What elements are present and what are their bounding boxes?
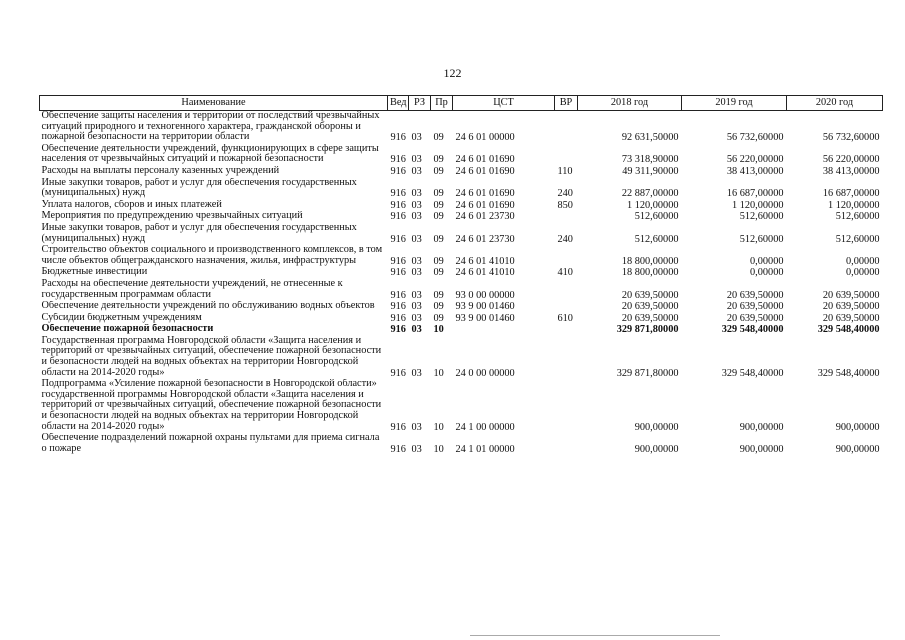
row-value-2019: 56 732,60000 (726, 132, 784, 144)
row-pr: 09 (433, 301, 444, 313)
row-rz: 03 (411, 443, 422, 455)
row-name: Расходы на выплаты персоналу казенных учреждений (41, 165, 280, 176)
row-value-2020: 38 413,00000 (822, 165, 880, 177)
row-value-2020: 56 220,00000 (822, 154, 880, 166)
row-value-2018: 512,60000 (634, 233, 679, 245)
row-vr (555, 211, 578, 223)
row-name: Подпрограмма «Усиление пожарной безопасности в Новгородской области» государственной программы Новгородской области «Защита населения и территорий от чрезвычайных ситуаций, обеспечение пожарной безопасности и безопасности людей на водных объектах на территории Новгородской области на 2014-2020 годы» (41, 379, 382, 432)
row-value-2019: 512,60000 (739, 211, 784, 223)
row-value-2019: 329 548,40000 (721, 324, 784, 336)
row-ved: 916 (390, 132, 406, 144)
table-row (40, 200, 883, 212)
footer-divider (470, 635, 720, 636)
row-value-2019: 329 548,40000 (721, 367, 784, 379)
row-name: Строительство объектов социального и производственного комплексов, в том числе объектов общегражданского назначения, жилья, инфраструктуры (41, 245, 383, 266)
table-row (40, 313, 883, 325)
row-cst: 24 6 01 01690 (455, 165, 515, 177)
row-vr (555, 144, 578, 166)
row-rz: 03 (411, 165, 422, 177)
table-body (40, 111, 883, 456)
row-value-2020: 20 639,50000 (822, 289, 880, 301)
row-value-2019: 16 687,00000 (726, 188, 784, 200)
row-name: Мероприятия по предупреждению чрезвычайных ситуаций (41, 211, 303, 222)
row-rz: 03 (411, 211, 422, 223)
table-row (40, 279, 883, 301)
row-vr: 240 (557, 188, 573, 200)
row-value-2020: 900,00000 (835, 443, 880, 455)
row-pr: 09 (433, 188, 444, 200)
row-cst: 24 6 01 01690 (455, 154, 515, 166)
table-row (40, 211, 883, 223)
row-vr (555, 111, 578, 144)
row-value-2020: 329 548,40000 (817, 324, 880, 336)
col-header-cst: ЦСТ (453, 96, 555, 111)
row-ved: 916 (390, 211, 406, 223)
row-vr (555, 279, 578, 301)
row-cst: 93 9 00 01460 (455, 301, 515, 313)
row-value-2020: 900,00000 (835, 421, 880, 433)
row-vr (555, 301, 578, 313)
row-vr (555, 324, 578, 336)
row-vr (555, 379, 578, 433)
row-value-2020: 329 548,40000 (817, 367, 880, 379)
row-cst: 24 6 01 23730 (455, 233, 515, 245)
row-name: Бюджетные инвестиции (41, 267, 148, 278)
row-rz: 03 (411, 267, 422, 279)
row-pr: 09 (433, 132, 444, 144)
row-ved: 916 (390, 289, 406, 301)
col-header-2019: 2019 год (682, 96, 787, 111)
row-name: Уплата налогов, сборов и иных платежей (41, 199, 222, 210)
row-value-2018: 20 639,50000 (621, 312, 679, 324)
row-value-2019: 38 413,00000 (726, 165, 784, 177)
row-value-2020: 1 120,00000 (828, 199, 880, 211)
row-pr: 09 (433, 165, 444, 177)
row-ved: 916 (390, 233, 406, 245)
row-ved: 916 (390, 255, 406, 267)
row-name: Иные закупки товаров, работ и услуг для обеспечения государственных (муниципальных) нужд (41, 177, 357, 199)
row-name: Обеспечение защиты населения и территории от последствий чрезвычайных ситуаций природного и техногенного характера, гражданской обороны и пожарной безопасности на территории области (41, 110, 380, 143)
budget-table (39, 95, 883, 455)
row-ved: 916 (390, 312, 406, 324)
row-value-2018: 73 318,90000 (621, 154, 679, 166)
row-value-2019: 900,00000 (739, 421, 784, 433)
row-value-2018: 1 120,00000 (627, 199, 679, 211)
row-value-2020: 0,00000 (846, 267, 880, 279)
row-pr: 09 (433, 211, 444, 223)
row-ved: 916 (390, 199, 406, 211)
row-value-2018: 20 639,50000 (621, 289, 679, 301)
row-pr: 09 (433, 289, 444, 301)
table-row (40, 379, 883, 433)
col-header-pr: Пр (431, 96, 453, 111)
row-rz: 03 (411, 233, 422, 245)
row-pr: 09 (433, 154, 444, 166)
row-value-2020: 16 687,00000 (822, 188, 880, 200)
table-row (40, 267, 883, 279)
row-cst: 24 6 01 00000 (455, 132, 515, 144)
table-header-row (40, 96, 883, 111)
row-value-2019: 900,00000 (739, 443, 784, 455)
col-header-name: Наименование (40, 96, 388, 111)
row-vr: 850 (557, 199, 573, 211)
row-value-2019: 20 639,50000 (726, 301, 784, 313)
row-vr: 240 (557, 233, 573, 245)
row-cst: 93 0 00 00000 (455, 289, 515, 301)
row-value-2019: 56 220,00000 (726, 154, 784, 166)
row-value-2018: 22 887,00000 (621, 188, 679, 200)
table-row (40, 301, 883, 313)
row-ved: 916 (390, 421, 406, 433)
row-ved: 916 (390, 324, 406, 336)
row-ved: 916 (390, 301, 406, 313)
row-cst: 93 9 00 01460 (455, 312, 515, 324)
row-name: Иные закупки товаров, работ и услуг для обеспечения государственных (муниципальных) нужд (41, 222, 357, 244)
row-value-2020: 20 639,50000 (822, 301, 880, 313)
row-name: Расходы на обеспечение деятельности учреждений, не отнесенные к государственным программам области (41, 278, 343, 300)
table-row (40, 433, 883, 455)
row-rz: 03 (411, 312, 422, 324)
table-row (40, 336, 883, 379)
col-header-rz: РЗ (409, 96, 431, 111)
row-rz: 03 (411, 188, 422, 200)
row-pr: 10 (433, 443, 444, 455)
row-ved: 916 (390, 267, 406, 279)
row-vr: 410 (557, 267, 573, 279)
row-name: Обеспечение пожарной безопасности (41, 324, 214, 335)
row-name: Субсидии бюджетным учреждениям (41, 312, 202, 323)
row-value-2020: 0,00000 (846, 255, 880, 267)
table-row (40, 144, 883, 166)
row-value-2020: 512,60000 (835, 233, 880, 245)
row-ved: 916 (390, 165, 406, 177)
row-rz: 03 (411, 199, 422, 211)
row-rz: 03 (411, 367, 422, 379)
row-cst: 24 6 01 41010 (455, 255, 515, 267)
row-name: Обеспечение подразделений пожарной охраны пультами для приема сигнала о пожаре (41, 433, 380, 454)
row-vr (555, 336, 578, 379)
row-rz: 03 (411, 154, 422, 166)
row-value-2018: 900,00000 (634, 443, 679, 455)
row-cst (453, 324, 555, 336)
col-header-2020: 2020 год (787, 96, 883, 111)
row-name: Обеспечение деятельности учреждений, функционирующих в сфере защиты населения от чрезвычайных ситуаций и пожарной безопасности (41, 143, 379, 165)
row-value-2019: 1 120,00000 (732, 199, 784, 211)
row-cst: 24 6 01 01690 (455, 199, 515, 211)
row-value-2019: 20 639,50000 (726, 312, 784, 324)
col-header-2018: 2018 год (578, 96, 682, 111)
col-header-ved: Вед (388, 96, 409, 111)
row-ved: 916 (390, 443, 406, 455)
row-rz: 03 (411, 289, 422, 301)
row-vr: 610 (557, 312, 573, 324)
row-value-2018: 92 631,50000 (621, 132, 679, 144)
table-row (40, 324, 883, 336)
row-vr (555, 433, 578, 455)
row-ved: 916 (390, 188, 406, 200)
row-value-2018: 329 871,80000 (616, 324, 679, 336)
row-value-2020: 20 639,50000 (822, 312, 880, 324)
row-value-2019: 20 639,50000 (726, 289, 784, 301)
table-row (40, 178, 883, 200)
row-value-2018: 329 871,80000 (616, 367, 679, 379)
row-value-2018: 20 639,50000 (621, 301, 679, 313)
row-value-2018: 512,60000 (634, 211, 679, 223)
row-value-2018: 900,00000 (634, 421, 679, 433)
row-ved: 916 (390, 154, 406, 166)
table-row (40, 111, 883, 144)
row-value-2019: 0,00000 (750, 267, 784, 279)
row-value-2020: 56 732,60000 (822, 132, 880, 144)
row-vr: 110 (557, 165, 573, 177)
row-pr: 09 (433, 255, 444, 267)
row-pr: 09 (433, 233, 444, 245)
row-name: Государственная программа Новгородской области «Защита населения и территорий от чрезвычайных ситуаций, обеспечение пожарной безопасности и безопасности людей на водных объектах на территории Новгородской области на 2014-2020 годы» (41, 335, 382, 378)
row-vr (555, 245, 578, 267)
row-pr: 10 (433, 367, 444, 379)
row-cst: 24 6 01 01690 (455, 188, 515, 200)
row-value-2018: 18 800,00000 (621, 255, 679, 267)
row-cst: 24 6 01 23730 (455, 211, 515, 223)
row-cst: 24 1 01 00000 (455, 443, 515, 455)
row-pr: 09 (433, 199, 444, 211)
row-name: Обеспечение деятельности учреждений по обслуживанию водных объектов (41, 301, 375, 312)
row-value-2020: 512,60000 (835, 211, 880, 223)
col-header-vr: ВР (555, 96, 578, 111)
row-rz: 03 (411, 421, 422, 433)
row-rz: 03 (411, 324, 422, 336)
row-ved: 916 (390, 367, 406, 379)
row-value-2018: 49 311,90000 (622, 165, 679, 177)
table-row (40, 166, 883, 178)
table-row (40, 245, 883, 267)
row-rz: 03 (411, 132, 422, 144)
row-value-2019: 0,00000 (750, 255, 784, 267)
row-pr: 09 (433, 312, 444, 324)
row-pr: 10 (433, 421, 444, 433)
row-rz: 03 (411, 255, 422, 267)
row-value-2019: 512,60000 (739, 233, 784, 245)
table-row (40, 223, 883, 245)
row-pr: 09 (433, 267, 444, 279)
page-number: 122 (443, 66, 462, 80)
row-cst: 24 0 00 00000 (455, 367, 515, 379)
row-pr: 10 (433, 324, 444, 336)
row-cst: 24 1 00 00000 (455, 421, 515, 433)
row-cst: 24 6 01 41010 (455, 267, 515, 279)
row-rz: 03 (411, 301, 422, 313)
row-value-2018: 18 800,00000 (621, 267, 679, 279)
